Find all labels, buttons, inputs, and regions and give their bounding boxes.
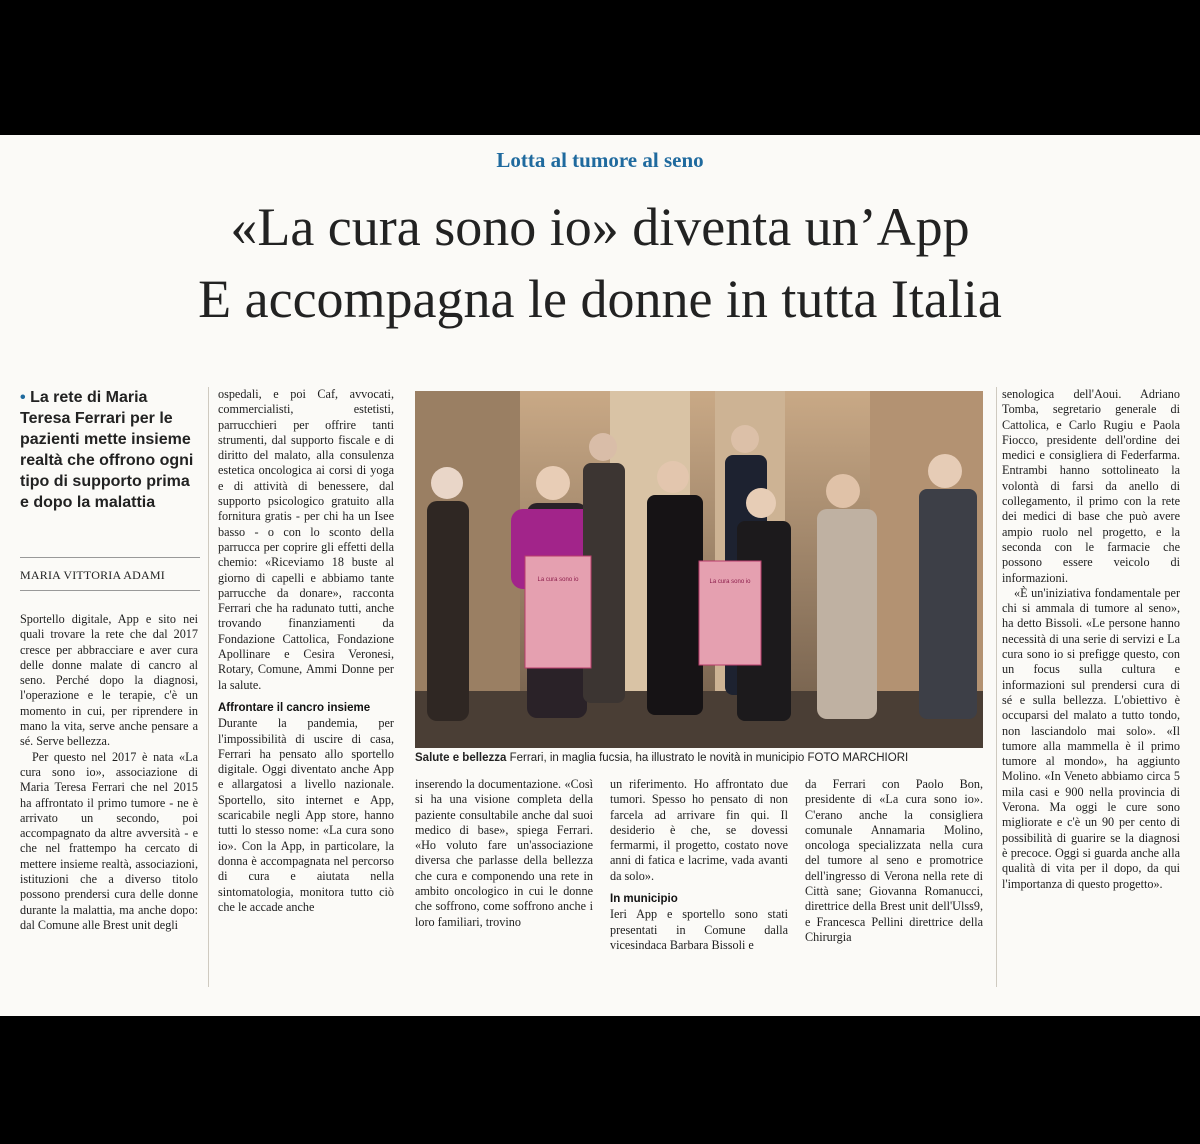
paragraph: inserendo la documentazione. «Così si ha una visione completa della paziente consultabile anche dal suoi medico di base», spiega Ferrari. «Ho voluto fare un'associazione diversa che parlasse della bellezza che cura e componendo una rete in ambito oncologico in cui le donne che soffrono, come soffrono anche i loro familiari, trovino [415, 777, 593, 929]
poster-text: La cura sono io [709, 579, 751, 585]
caption-text: Ferrari, in maglia fucsia, ha illustrato le novità in municipio [509, 752, 805, 764]
paragraph: Ieri App e sportello sono stati presentati in Comune dalla vicesindaca Barbara Bissoli e [610, 907, 788, 952]
poster [525, 556, 591, 668]
subheading: In municipio [610, 893, 678, 906]
poster-text: La cura sono io [537, 577, 579, 583]
paragraph: «È un'iniziativa fondamentale per chi si ammala di tumore al seno», ha detto Bissoli. «Le persone hanno necessità di una serie di servizi e La cura sono io si prefigge questo, con un focus sulla cultura e informazioni sul prendersi cura di sé e sulla bellezza. L'obiettivo è occuparsi del malato a tutto tondo, non lasciandolo mai solo». «Il tumore alla mammella è il primo tumore al mondo», ha aggiunto Molino. «In Veneto abbiamo circa 5 mila casi e 900 nella provincia di Verona. Ma oggi le cure sono migliorate e c'è un 90 per cento di possibilità di guarire se la diagnosi è precoce. Oggi si guarda anche alla qualità di vita per il dopo, da qui l'importanza di questo progetto». [1002, 585, 1180, 891]
column-3 [415, 777, 593, 930]
divider [20, 557, 200, 558]
column-4 [610, 777, 788, 953]
paragraph: Durante la pandemia, per l'impossibilità di uscire di casa, Ferrari ha pensato allo sportello digitale. Oggi diventato anche App e allargatosi a livello nazionale. Sportello, sito internet e App, scaricabile negli App store, hanno tutti lo stesso nome: «La cura sono io». Con la App, in particolare, la donna è accompagnata nel percorso di cura e aiutata nella sintomatologia, monitora tutto ciò che le accade anche [218, 716, 394, 914]
caption-credit: FOTO MARCHIORI [807, 752, 909, 764]
caption-title: Salute e bellezza [415, 752, 507, 764]
byline: MARIA VITTORIA ADAMI [20, 568, 165, 582]
paragraph: Sportello digitale, App e sito nei quali trovare la rete che dal 2017 cresce per abbracciare e aver cura delle donne malate di cancro al seno. Perché dopo la diagnosi, l'operazione e le terapie, c'è un momento in cui, per riprendere in mano la vita, serve anche pensare a sé. Serve bellezza. [20, 612, 198, 749]
column-1 [20, 612, 198, 933]
column-6 [1002, 387, 1180, 892]
paragraph: un riferimento. Ho affrontato due tumori. Spesso ho pensato di non farcela ad arrivare fin qui. Il desiderio è che, se dovessi fermarmi, il progetto, costato nove anni di fatica e lacrime, vada avanti da solo». [610, 777, 788, 883]
kicker: Lotta al tumore al seno [496, 148, 704, 172]
paragraph: da Ferrari con Paolo Bon, presidente di «La cura sono io». C'erano anche la consigliera comunale Annamaria Molino, oncologa specializzata nella cura del tumore al seno e promotrice dell'ingresso di Verona nella rete di Città sane; Giovanna Romanucci, direttrice della Brest unit dell'Ulss9, e Francesca Pellini direttrice della Chirurgia [805, 777, 983, 944]
headline-line-2: E accompagna le donne in tutta Italia [198, 269, 1002, 329]
group-photo [415, 391, 983, 748]
newspaper-page [0, 135, 1200, 1016]
column-separator [996, 387, 997, 987]
divider [20, 590, 200, 591]
headline-line-1: «La cura sono io» diventa un’App [230, 197, 970, 257]
abstract-text: La rete di Maria Teresa Ferrari per le pazienti mette insieme realtà che offrono ogni tipo di supporto prima e dopo la malattia [20, 389, 194, 511]
column-2 [218, 387, 394, 915]
bullet-icon: • [20, 389, 26, 406]
poster [699, 561, 761, 665]
subheading: Affrontare il cancro insieme [218, 701, 371, 714]
abstract [20, 387, 200, 513]
paragraph: senologica dell'Aoui. Adriano Tomba, segretario generale di Cattolica, e Carlo Rugiu e Paola Fiocco, presidente dell'ordine dei medici e consigliera di Federfarma. Entrambi hanno sottolineato la volontà di farsi da anello di collegamento, il primo con la rete dei medici di base che può avere ampio ruolo nel progetto, e la seconda con le farmacie che possono essere veicolo di informazioni. [1002, 387, 1180, 585]
column-separator [208, 387, 209, 987]
paragraph: ospedali, e poi Caf, avvocati, commercialisti, estetisti, parrucchieri per offrire tanti strumenti, dal supporto fiscale e di diritto del malato, alla consulenza estetica oncologica ai corsi di yoga e di attività di benessere, dal supporto psicologico gratuito alla fornitura gratis - per chi ha un Isee basso - o con lo sconto della parrucca per coprire gli effetti della chemio: «Riceviamo 18 buste al giorno di capelli e abbiamo tante parrucche da donare», racconta Ferrari che ha radunato tutti, anche trovando finanziamenti da Fondazione Cattolica, Fondazione Apollinare e Cesira Veronesi, Rotary, Comune, Ammi Donne per la salute. [218, 387, 394, 692]
column-5 [805, 777, 983, 945]
paragraph: Per questo nel 2017 è nata «La cura sono io», associazione di Maria Teresa Ferrari che nel 2015 ha affrontato il primo tumore - ne è arrivato un secondo, poi accompagnato da altre avversità - e che nel frattempo ha cercato di mettere insieme realtà, associazioni, istituzioni che a diverso titolo possono prendersi cura delle donne durante la malattia, ma anche dopo: dal Comune alle Brest unit degli [20, 749, 198, 932]
photo-caption [415, 752, 995, 764]
